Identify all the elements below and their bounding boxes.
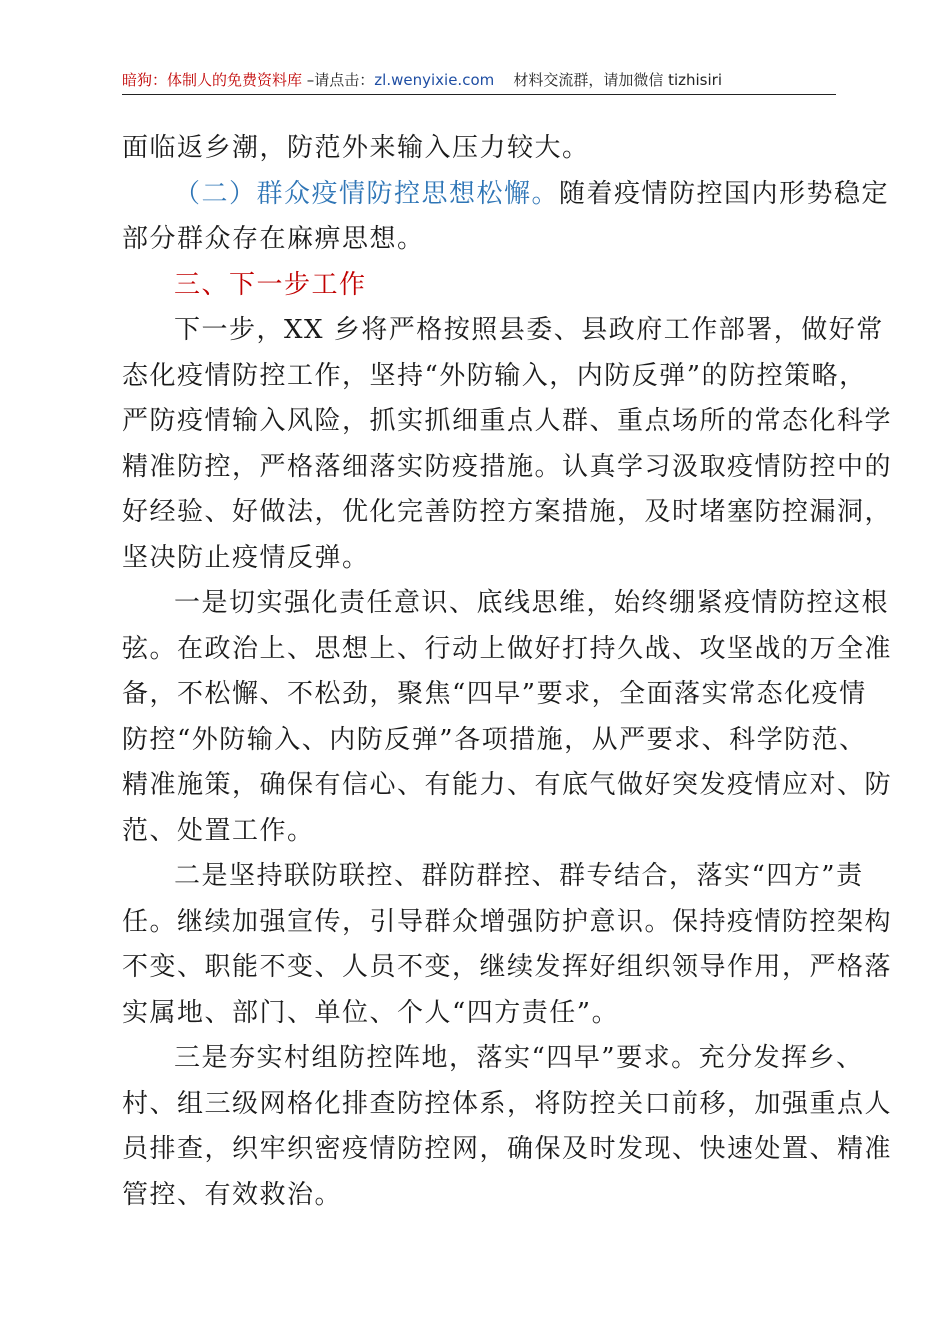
text-line: 备，不松懈、不松劲，聚焦“四早”要求，全面落实常态化疫情 [122, 679, 867, 709]
text-line: 村、组三级网格化排查防控体系，将防控关口前移，加强重点人 [122, 1088, 893, 1119]
text-line: 任。继续加强宣传，引导群众增强防护意识。保持疫情防控架构 [122, 906, 893, 937]
text-line: 不变、职能不变、人员不变，继续发挥好组织领导作用，严格落 [122, 952, 893, 982]
text-line: 弦。在政治上、思想上、行动上做好打持久战、攻坚战的万全准 [122, 633, 893, 664]
text-line: 态化疫情防控工作，坚持“外防输入，内防反弹”的防控策略， [122, 360, 867, 391]
text-line: 管控、有效救治。 [122, 1179, 343, 1210]
text-line: 面临返乡潮，防范外来输入压力较大。 [122, 133, 590, 163]
header-promo-text: 暗狗：体制人的免费资料库 [122, 71, 303, 89]
text-line: 二是坚持联防联控、群防群控、群专结合，落实“四方”责 [174, 861, 864, 891]
header-wechat-text: 材料交流群，请加微信 tizhisiri [513, 71, 722, 89]
text-line: 下一步，XX 乡将严格按照县委、县政府工作部署，做好常 [174, 315, 884, 345]
text-line: 严防疫情输入风险，抓实抓细重点人群、重点场所的常态化科学 [122, 406, 893, 436]
text-line: 范、处置工作。 [122, 815, 315, 846]
text-line: 三是夯实村组防控阵地，落实“四早”要求。充分发挥乡、 [174, 1043, 864, 1073]
text-line: 随着疫情防控国内形势稳定 [559, 178, 890, 209]
text-line: 部分群众存在麻痹思想。 [122, 224, 425, 254]
text-line: 精准施策，确保有信心、有能力、有底气做好突发疫情应对、防 [122, 770, 893, 800]
header-click-text: –请点击： [302, 71, 375, 89]
document-body [122, 126, 893, 1218]
page-header [122, 66, 836, 95]
text-line: 防控“外防输入、内防反弹”各项措施，从严要求、科学防范、 [122, 724, 867, 755]
subheading-2: （二）群众疫情防控思想松懈。 [174, 178, 560, 209]
header-url-link[interactable]: zl.wenyixie.com [374, 71, 495, 89]
text-line: 实属地、部门、单位、个人“四方责任”。 [122, 997, 620, 1028]
text-line: 精准防控，严格落细落实防疫措施。认真学习汲取疫情防控中的 [122, 451, 893, 482]
text-line: 坚决防止疫情反弹。 [122, 542, 370, 573]
text-line: 好经验、好做法，优化完善防控方案措施，及时堵塞防控漏洞， [122, 497, 893, 527]
subheading-paragraph [122, 172, 890, 218]
section-title: 三、下一步工作 [174, 269, 367, 300]
text-line: 员排查，织牢织密疫情防控网，确保及时发现、快速处置、精准 [122, 1134, 893, 1164]
text-line: 一是切实强化责任意识、底线思维，始终绷紧疫情防控这根 [174, 588, 890, 618]
